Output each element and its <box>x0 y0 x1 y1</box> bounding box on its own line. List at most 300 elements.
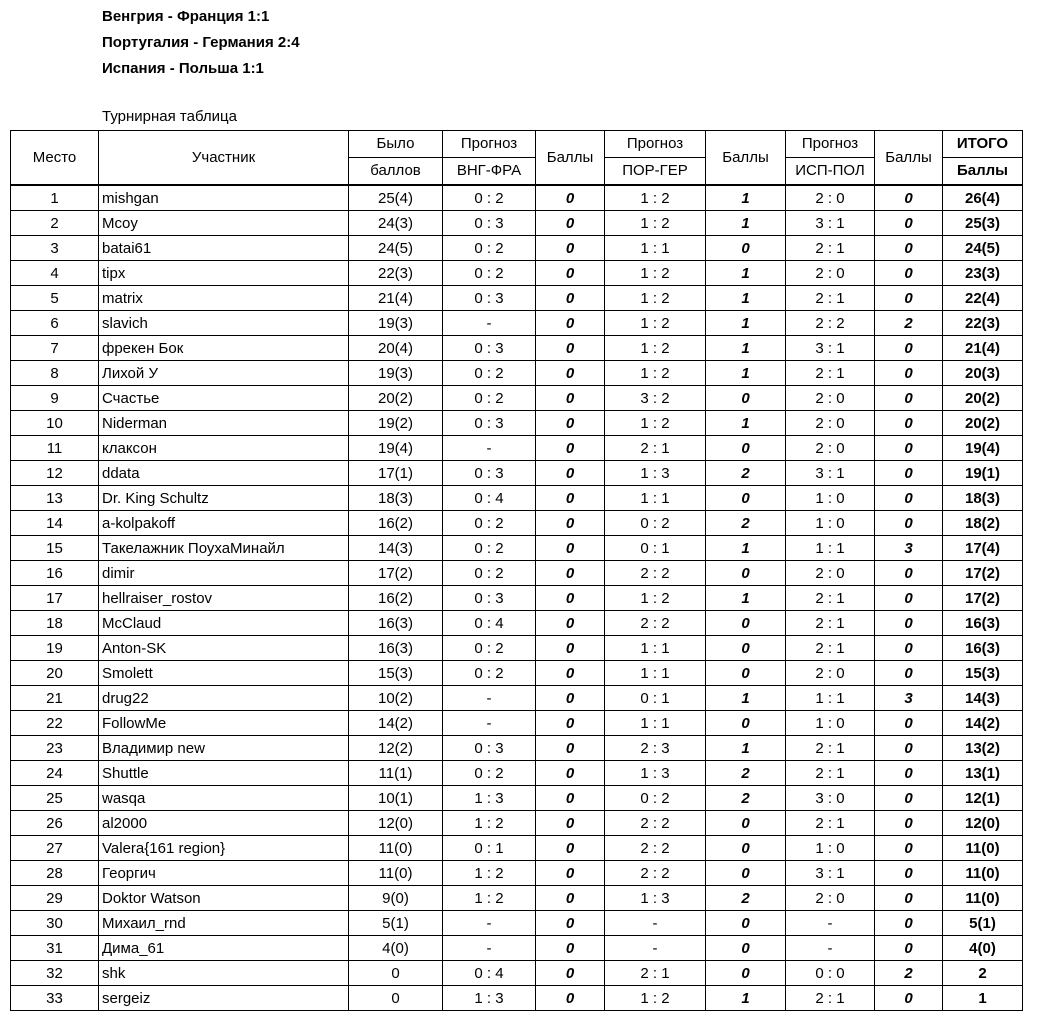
forecast-hun-fra-cell: 0 : 3 <box>443 461 536 486</box>
place-cell: 24 <box>11 761 99 786</box>
forecast-hun-fra-cell: 0 : 1 <box>443 836 536 861</box>
prev-points-cell: 5(1) <box>349 911 443 936</box>
place-cell: 16 <box>11 561 99 586</box>
participant-cell: mishgan <box>99 185 349 211</box>
forecast-hun-fra-cell: - <box>443 711 536 736</box>
table-row <box>11 911 1023 936</box>
forecast-esp-pol-cell: 2 : 0 <box>786 886 875 911</box>
points-esp-pol-cell: 0 <box>875 286 943 311</box>
prev-points-cell: 21(4) <box>349 286 443 311</box>
forecast-hun-fra-cell: - <box>443 911 536 936</box>
points-por-ger-cell: 1 <box>706 686 786 711</box>
prev-points-cell: 24(3) <box>349 211 443 236</box>
points-hun-fra-cell: 0 <box>536 961 605 986</box>
points-hun-fra-cell: 0 <box>536 386 605 411</box>
prev-points-cell: 19(2) <box>349 411 443 436</box>
points-hun-fra-cell: 0 <box>536 836 605 861</box>
points-por-ger-cell: 1 <box>706 311 786 336</box>
forecast-por-ger-cell: 1 : 2 <box>605 211 706 236</box>
points-esp-pol-cell: 0 <box>875 661 943 686</box>
total-points-cell: 4(0) <box>943 936 1023 961</box>
points-hun-fra-cell: 0 <box>536 461 605 486</box>
points-por-ger-cell: 0 <box>706 636 786 661</box>
table-row <box>11 686 1023 711</box>
table-row <box>11 836 1023 861</box>
points-hun-fra-cell: 0 <box>536 511 605 536</box>
prev-points-cell: 17(2) <box>349 561 443 586</box>
points-esp-pol-cell: 0 <box>875 511 943 536</box>
points-hun-fra-cell: 0 <box>536 636 605 661</box>
header-points-2: Баллы <box>706 131 786 186</box>
forecast-por-ger-cell: - <box>605 911 706 936</box>
total-points-cell: 1 <box>943 986 1023 1011</box>
points-esp-pol-cell: 0 <box>875 986 943 1011</box>
place-cell: 2 <box>11 211 99 236</box>
table-row <box>11 436 1023 461</box>
forecast-hun-fra-cell: 0 : 2 <box>443 661 536 686</box>
forecast-por-ger-cell: 1 : 3 <box>605 761 706 786</box>
total-points-cell: 18(3) <box>943 486 1023 511</box>
forecast-por-ger-cell: 1 : 1 <box>605 661 706 686</box>
forecast-esp-pol-cell: 2 : 1 <box>786 586 875 611</box>
header-match-1: ВНГ-ФРА <box>443 158 536 186</box>
forecast-esp-pol-cell: 3 : 1 <box>786 461 875 486</box>
place-cell: 11 <box>11 436 99 461</box>
forecast-hun-fra-cell: 0 : 2 <box>443 636 536 661</box>
header-total-top: ИТОГО <box>943 131 1023 158</box>
table-row <box>11 236 1023 261</box>
points-por-ger-cell: 2 <box>706 761 786 786</box>
place-cell: 6 <box>11 311 99 336</box>
participant-cell: dimir <box>99 561 349 586</box>
points-hun-fra-cell: 0 <box>536 986 605 1011</box>
points-por-ger-cell: 2 <box>706 461 786 486</box>
forecast-por-ger-cell: 2 : 1 <box>605 961 706 986</box>
total-points-cell: 13(2) <box>943 736 1023 761</box>
forecast-hun-fra-cell: 0 : 2 <box>443 236 536 261</box>
table-header <box>11 131 1023 186</box>
points-esp-pol-cell: 0 <box>875 911 943 936</box>
participant-cell: sergeiz <box>99 986 349 1011</box>
forecast-esp-pol-cell: 1 : 0 <box>786 711 875 736</box>
points-hun-fra-cell: 0 <box>536 811 605 836</box>
forecast-hun-fra-cell: 0 : 2 <box>443 761 536 786</box>
points-por-ger-cell: 0 <box>706 661 786 686</box>
table-row <box>11 586 1023 611</box>
points-hun-fra-cell: 0 <box>536 661 605 686</box>
participant-cell: wasqa <box>99 786 349 811</box>
table-row <box>11 386 1023 411</box>
forecast-esp-pol-cell: 2 : 1 <box>786 236 875 261</box>
participant-cell: Счастье <box>99 386 349 411</box>
points-por-ger-cell: 0 <box>706 811 786 836</box>
points-hun-fra-cell: 0 <box>536 336 605 361</box>
points-por-ger-cell: 2 <box>706 886 786 911</box>
points-por-ger-cell: 2 <box>706 511 786 536</box>
place-cell: 1 <box>11 185 99 211</box>
forecast-por-ger-cell: 2 : 3 <box>605 736 706 761</box>
prev-points-cell: 25(4) <box>349 185 443 211</box>
place-cell: 22 <box>11 711 99 736</box>
place-cell: 19 <box>11 636 99 661</box>
forecast-esp-pol-cell: 2 : 0 <box>786 185 875 211</box>
table-row <box>11 786 1023 811</box>
header-forecast-1: Прогноз <box>443 131 536 158</box>
total-points-cell: 11(0) <box>943 861 1023 886</box>
forecast-esp-pol-cell: 0 : 0 <box>786 961 875 986</box>
points-por-ger-cell: 0 <box>706 486 786 511</box>
forecast-por-ger-cell: 2 : 2 <box>605 811 706 836</box>
points-por-ger-cell: 1 <box>706 411 786 436</box>
points-esp-pol-cell: 0 <box>875 711 943 736</box>
prev-points-cell: 19(3) <box>349 311 443 336</box>
points-por-ger-cell: 1 <box>706 211 786 236</box>
table-row <box>11 936 1023 961</box>
participant-cell: Niderman <box>99 411 349 436</box>
total-points-cell: 11(0) <box>943 836 1023 861</box>
participant-cell: клаксон <box>99 436 349 461</box>
place-cell: 26 <box>11 811 99 836</box>
total-points-cell: 19(4) <box>943 436 1023 461</box>
forecast-hun-fra-cell: 1 : 3 <box>443 986 536 1011</box>
forecast-por-ger-cell: 1 : 3 <box>605 461 706 486</box>
points-hun-fra-cell: 0 <box>536 211 605 236</box>
total-points-cell: 20(2) <box>943 411 1023 436</box>
participant-cell: a-kolpakoff <box>99 511 349 536</box>
points-por-ger-cell: 1 <box>706 336 786 361</box>
points-por-ger-cell: 0 <box>706 711 786 736</box>
forecast-esp-pol-cell: 2 : 0 <box>786 436 875 461</box>
table-row <box>11 711 1023 736</box>
forecast-por-ger-cell: 1 : 2 <box>605 311 706 336</box>
table-row <box>11 861 1023 886</box>
points-hun-fra-cell: 0 <box>536 886 605 911</box>
table-row <box>11 286 1023 311</box>
table-row <box>11 761 1023 786</box>
points-hun-fra-cell: 0 <box>536 311 605 336</box>
participant-cell: Valera{161 region} <box>99 836 349 861</box>
points-hun-fra-cell: 0 <box>536 411 605 436</box>
participant-cell: matrix <box>99 286 349 311</box>
table-row <box>11 561 1023 586</box>
forecast-hun-fra-cell: 0 : 2 <box>443 536 536 561</box>
forecast-por-ger-cell: 1 : 3 <box>605 886 706 911</box>
forecast-hun-fra-cell: 0 : 4 <box>443 486 536 511</box>
place-cell: 21 <box>11 686 99 711</box>
forecast-hun-fra-cell: 0 : 3 <box>443 286 536 311</box>
forecast-esp-pol-cell: 2 : 1 <box>786 361 875 386</box>
points-esp-pol-cell: 2 <box>875 311 943 336</box>
prev-points-cell: 18(3) <box>349 486 443 511</box>
points-por-ger-cell: 1 <box>706 185 786 211</box>
participant-cell: фрекен Бок <box>99 336 349 361</box>
match-result-2: Португалия - Германия 2:4 <box>102 34 300 51</box>
forecast-por-ger-cell: 1 : 2 <box>605 286 706 311</box>
points-hun-fra-cell: 0 <box>536 911 605 936</box>
prev-points-cell: 17(1) <box>349 461 443 486</box>
points-hun-fra-cell: 0 <box>536 536 605 561</box>
total-points-cell: 17(2) <box>943 561 1023 586</box>
place-cell: 17 <box>11 586 99 611</box>
total-points-cell: 21(4) <box>943 336 1023 361</box>
prev-points-cell: 20(2) <box>349 386 443 411</box>
participant-cell: al2000 <box>99 811 349 836</box>
forecast-hun-fra-cell: 0 : 4 <box>443 611 536 636</box>
forecast-esp-pol-cell: 1 : 1 <box>786 536 875 561</box>
forecast-por-ger-cell: 1 : 1 <box>605 636 706 661</box>
points-esp-pol-cell: 3 <box>875 536 943 561</box>
place-cell: 5 <box>11 286 99 311</box>
points-hun-fra-cell: 0 <box>536 286 605 311</box>
standings-table <box>10 130 1023 1011</box>
points-por-ger-cell: 0 <box>706 561 786 586</box>
points-por-ger-cell: 0 <box>706 936 786 961</box>
participant-cell: Георгич <box>99 861 349 886</box>
place-cell: 20 <box>11 661 99 686</box>
points-esp-pol-cell: 0 <box>875 436 943 461</box>
participant-cell: Такелажник ПоухаМинайл <box>99 536 349 561</box>
total-points-cell: 18(2) <box>943 511 1023 536</box>
forecast-por-ger-cell: 2 : 1 <box>605 436 706 461</box>
place-cell: 3 <box>11 236 99 261</box>
participant-cell: slavich <box>99 311 349 336</box>
participant-cell: Shuttle <box>99 761 349 786</box>
points-esp-pol-cell: 0 <box>875 486 943 511</box>
points-por-ger-cell: 0 <box>706 236 786 261</box>
prev-points-cell: 16(3) <box>349 611 443 636</box>
match-result-1: Венгрия - Франция 1:1 <box>102 8 270 25</box>
points-esp-pol-cell: 0 <box>875 185 943 211</box>
points-por-ger-cell: 0 <box>706 386 786 411</box>
forecast-hun-fra-cell: 1 : 2 <box>443 861 536 886</box>
participant-cell: tipx <box>99 261 349 286</box>
total-points-cell: 24(5) <box>943 236 1023 261</box>
forecast-hun-fra-cell: 1 : 3 <box>443 786 536 811</box>
table-row <box>11 185 1023 211</box>
prev-points-cell: 14(2) <box>349 711 443 736</box>
points-por-ger-cell: 0 <box>706 911 786 936</box>
match-results <box>102 6 300 84</box>
points-hun-fra-cell: 0 <box>536 711 605 736</box>
header-points-1: Баллы <box>536 131 605 186</box>
prev-points-cell: 16(2) <box>349 586 443 611</box>
forecast-esp-pol-cell: 2 : 1 <box>786 986 875 1011</box>
points-por-ger-cell: 1 <box>706 361 786 386</box>
place-cell: 30 <box>11 911 99 936</box>
prev-points-cell: 0 <box>349 961 443 986</box>
participant-cell: Дима_61 <box>99 936 349 961</box>
forecast-esp-pol-cell: 2 : 1 <box>786 761 875 786</box>
prev-points-cell: 4(0) <box>349 936 443 961</box>
forecast-hun-fra-cell: 0 : 2 <box>443 361 536 386</box>
forecast-por-ger-cell: 1 : 1 <box>605 486 706 511</box>
table-row <box>11 961 1023 986</box>
points-hun-fra-cell: 0 <box>536 185 605 211</box>
place-cell: 13 <box>11 486 99 511</box>
forecast-por-ger-cell: 1 : 2 <box>605 361 706 386</box>
header-total-bottom: Баллы <box>943 158 1023 186</box>
points-por-ger-cell: 0 <box>706 861 786 886</box>
forecast-por-ger-cell: 1 : 2 <box>605 185 706 211</box>
table-row <box>11 636 1023 661</box>
forecast-hun-fra-cell: - <box>443 686 536 711</box>
forecast-esp-pol-cell: 2 : 1 <box>786 636 875 661</box>
prev-points-cell: 9(0) <box>349 886 443 911</box>
total-points-cell: 23(3) <box>943 261 1023 286</box>
forecast-esp-pol-cell: 2 : 0 <box>786 561 875 586</box>
place-cell: 23 <box>11 736 99 761</box>
forecast-esp-pol-cell: 1 : 0 <box>786 486 875 511</box>
table-row <box>11 336 1023 361</box>
prev-points-cell: 19(3) <box>349 361 443 386</box>
forecast-hun-fra-cell: 0 : 2 <box>443 261 536 286</box>
forecast-esp-pol-cell: 3 : 1 <box>786 336 875 361</box>
place-cell: 14 <box>11 511 99 536</box>
forecast-esp-pol-cell: 2 : 1 <box>786 736 875 761</box>
points-hun-fra-cell: 0 <box>536 736 605 761</box>
points-esp-pol-cell: 0 <box>875 561 943 586</box>
points-hun-fra-cell: 0 <box>536 761 605 786</box>
points-por-ger-cell: 0 <box>706 961 786 986</box>
points-esp-pol-cell: 2 <box>875 961 943 986</box>
participant-cell: hellraiser_rostov <box>99 586 349 611</box>
participant-cell: Doktor Watson <box>99 886 349 911</box>
forecast-hun-fra-cell: 1 : 2 <box>443 886 536 911</box>
place-cell: 28 <box>11 861 99 886</box>
points-por-ger-cell: 1 <box>706 286 786 311</box>
participant-cell: Mcoy <box>99 211 349 236</box>
prev-points-cell: 10(2) <box>349 686 443 711</box>
participant-cell: Anton-SK <box>99 636 349 661</box>
forecast-esp-pol-cell: 2 : 0 <box>786 261 875 286</box>
table-row <box>11 461 1023 486</box>
points-hun-fra-cell: 0 <box>536 486 605 511</box>
prev-points-cell: 12(0) <box>349 811 443 836</box>
forecast-por-ger-cell: 2 : 2 <box>605 836 706 861</box>
points-esp-pol-cell: 0 <box>875 861 943 886</box>
table-row <box>11 311 1023 336</box>
prev-points-cell: 24(5) <box>349 236 443 261</box>
table-row <box>11 411 1023 436</box>
total-points-cell: 15(3) <box>943 661 1023 686</box>
points-hun-fra-cell: 0 <box>536 611 605 636</box>
points-por-ger-cell: 0 <box>706 836 786 861</box>
forecast-hun-fra-cell: - <box>443 936 536 961</box>
table-row <box>11 536 1023 561</box>
total-points-cell: 26(4) <box>943 185 1023 211</box>
points-esp-pol-cell: 0 <box>875 586 943 611</box>
prev-points-cell: 19(4) <box>349 436 443 461</box>
points-esp-pol-cell: 0 <box>875 836 943 861</box>
forecast-esp-pol-cell: - <box>786 911 875 936</box>
points-por-ger-cell: 1 <box>706 261 786 286</box>
table-body <box>11 185 1023 1011</box>
place-cell: 9 <box>11 386 99 411</box>
table-row <box>11 986 1023 1011</box>
points-hun-fra-cell: 0 <box>536 361 605 386</box>
forecast-hun-fra-cell: 0 : 2 <box>443 386 536 411</box>
table-row <box>11 261 1023 286</box>
points-esp-pol-cell: 0 <box>875 936 943 961</box>
total-points-cell: 16(3) <box>943 636 1023 661</box>
forecast-por-ger-cell: 2 : 2 <box>605 611 706 636</box>
forecast-esp-pol-cell: 2 : 0 <box>786 386 875 411</box>
forecast-esp-pol-cell: 1 : 0 <box>786 511 875 536</box>
points-esp-pol-cell: 0 <box>875 336 943 361</box>
prev-points-cell: 15(3) <box>349 661 443 686</box>
prev-points-cell: 11(0) <box>349 836 443 861</box>
header-match-2: ПОР-ГЕР <box>605 158 706 186</box>
points-por-ger-cell: 1 <box>706 586 786 611</box>
forecast-hun-fra-cell: - <box>443 436 536 461</box>
points-esp-pol-cell: 0 <box>875 361 943 386</box>
header-participant: Участник <box>99 131 349 186</box>
prev-points-cell: 16(2) <box>349 511 443 536</box>
forecast-por-ger-cell: 1 : 2 <box>605 986 706 1011</box>
points-esp-pol-cell: 0 <box>875 736 943 761</box>
forecast-esp-pol-cell: 2 : 0 <box>786 661 875 686</box>
participant-cell: Лихой У <box>99 361 349 386</box>
participant-cell: shk <box>99 961 349 986</box>
place-cell: 33 <box>11 986 99 1011</box>
header-prev-bottom: баллов <box>349 158 443 186</box>
table-row <box>11 511 1023 536</box>
place-cell: 10 <box>11 411 99 436</box>
table-row <box>11 361 1023 386</box>
participant-cell: drug22 <box>99 686 349 711</box>
points-esp-pol-cell: 0 <box>875 786 943 811</box>
points-hun-fra-cell: 0 <box>536 861 605 886</box>
forecast-hun-fra-cell: 0 : 4 <box>443 961 536 986</box>
participant-cell: Владимир new <box>99 736 349 761</box>
forecast-hun-fra-cell: 0 : 2 <box>443 511 536 536</box>
forecast-hun-fra-cell: 1 : 2 <box>443 811 536 836</box>
total-points-cell: 12(1) <box>943 786 1023 811</box>
participant-cell: Dr. King Schultz <box>99 486 349 511</box>
total-points-cell: 19(1) <box>943 461 1023 486</box>
prev-points-cell: 10(1) <box>349 786 443 811</box>
total-points-cell: 25(3) <box>943 211 1023 236</box>
forecast-por-ger-cell: 1 : 2 <box>605 261 706 286</box>
forecast-esp-pol-cell: 3 : 0 <box>786 786 875 811</box>
participant-cell: batai61 <box>99 236 349 261</box>
total-points-cell: 17(2) <box>943 586 1023 611</box>
points-hun-fra-cell: 0 <box>536 561 605 586</box>
table-row <box>11 736 1023 761</box>
forecast-esp-pol-cell: 2 : 1 <box>786 811 875 836</box>
points-esp-pol-cell: 0 <box>875 811 943 836</box>
table-row <box>11 661 1023 686</box>
total-points-cell: 16(3) <box>943 611 1023 636</box>
total-points-cell: 14(3) <box>943 686 1023 711</box>
total-points-cell: 20(2) <box>943 386 1023 411</box>
place-cell: 8 <box>11 361 99 386</box>
participant-cell: Михаил_rnd <box>99 911 349 936</box>
points-hun-fra-cell: 0 <box>536 686 605 711</box>
forecast-esp-pol-cell: 3 : 1 <box>786 211 875 236</box>
forecast-por-ger-cell: 0 : 2 <box>605 786 706 811</box>
header-prev-top: Было <box>349 131 443 158</box>
forecast-esp-pol-cell: 2 : 0 <box>786 411 875 436</box>
forecast-por-ger-cell: 0 : 2 <box>605 511 706 536</box>
forecast-por-ger-cell: 2 : 2 <box>605 561 706 586</box>
points-esp-pol-cell: 0 <box>875 636 943 661</box>
forecast-hun-fra-cell: 0 : 2 <box>443 561 536 586</box>
header-forecast-3: Прогноз <box>786 131 875 158</box>
total-points-cell: 11(0) <box>943 886 1023 911</box>
points-por-ger-cell: 0 <box>706 611 786 636</box>
header-points-3: Баллы <box>875 131 943 186</box>
